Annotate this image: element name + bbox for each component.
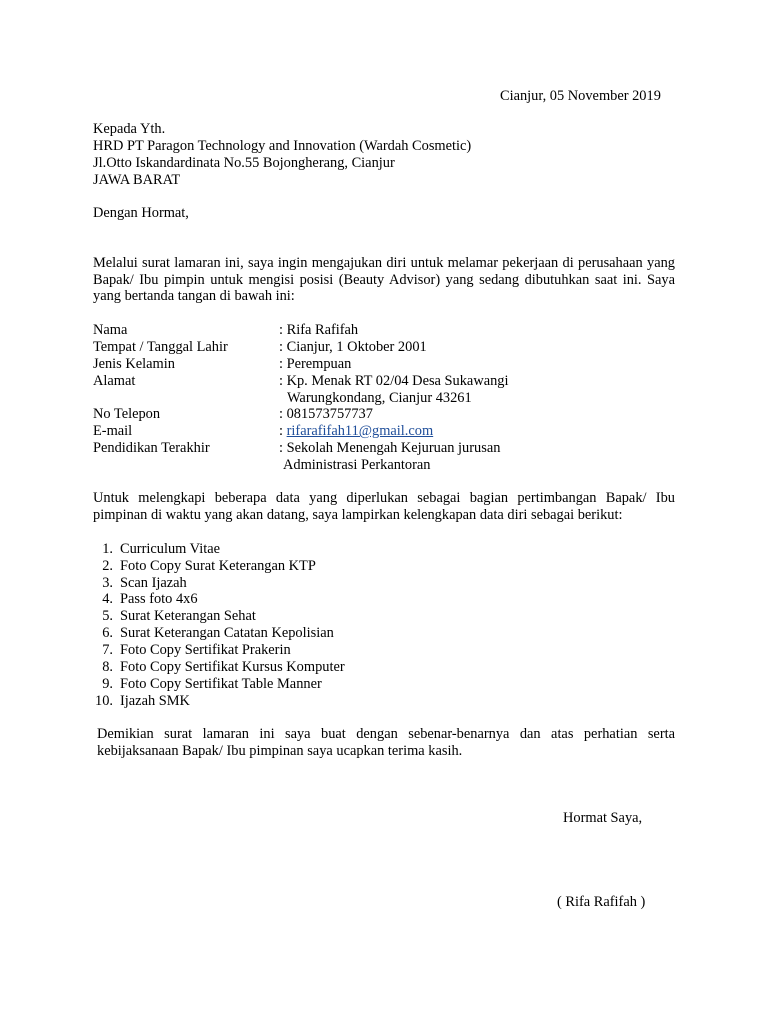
detail-value: : Cianjur, 1 Oktober 2001: [279, 339, 427, 355]
detail-label: Alamat: [93, 373, 136, 389]
detail-value: : Perempuan: [279, 356, 352, 372]
detail-value: : Sekolah Menengah Kejuruan jurusan: [279, 440, 501, 456]
detail-row-email: [93, 423, 693, 440]
closing-paragraph: Demikian surat lamaran ini saya buat dengan sebenar-benarnya dan atas perhatian serta kebijaksanaan Bapak/ Ibu pimpinan saya ucapkan terima kasih.: [97, 726, 675, 759]
detail-value: Warungkondang, Cianjur 43261: [287, 390, 472, 406]
email-link[interactable]: rifarafifah11@gmail.com: [286, 423, 434, 439]
detail-value: : Rifa Rafifah: [279, 322, 359, 338]
salutation: Dengan Hormat,: [93, 205, 189, 221]
detail-value: Administrasi Perkantoran: [283, 457, 431, 473]
detail-row-pendidikan-cont: [93, 457, 693, 474]
detail-row-telepon: [93, 406, 693, 423]
detail-label: Pendidikan Terakhir: [93, 440, 210, 456]
letter-page: Cianjur, 05 November 2019 Kepada Yth. HRD PT Paragon Technology and Innovation (Wardah Cosmetic) Jl.Otto Iskandardinata No.55 Bojongherang, Cianjur JAWA BARAT Dengan Hormat, Melalui surat lamaran ini, saya ingin mengajukan diri untuk melamar pekerjaan di perusahaan yang Bapak/ Ibu pimpin untuk mengisi posisi (Beauty Advisor) yang sedang dibutuhkan saat ini. Saya yang bertanda tangan di bawah ini: Nama : Rifa Rafifah Tempat / Tanggal Lahir : Cianjur, 1 Oktober 2001 Jenis Kelamin : Perempuan Alamat : Kp. Menak RT 02/04 Desa Sukawangi Warungkondang, Cianjur 43261 No Telepon : 081573757737 E-mail : rifarafifah11@gmail.com Pendidikan Terakhir : Sekolah Menengah Kejuruan jurusan Administrasi Perkantoran Untuk melengkapi beberapa data yang diperlukan sebagai bagian pertimbangan Bapak/ Ibu pimpinan di waktu yang akan datang, saya lampirkan kelengkapan data diri sebagai berikut: 1. Curriculum Vitae 2. Foto Copy Surat Keterangan KTP 3. Scan Ijazah 4. Pass foto 4x6 5. Surat Keterangan Sehat 6. Surat Keterangan Catatan Kepolisian 7. Foto Copy Sertifikat Prakerin 8. Foto Copy Sertifikat Kursus Komputer 9. Foto Copy Sertifikat Table Manner 10. Ijazah SMK Demikian surat lamaran ini saya buat dengan sebenar-benarnya dan atas perhatian serta kebijaksanaan Bapak/ Ibu pimpinan saya ucapkan terima kasih. Hormat Saya, ( Rifa Rafifah ): [0, 0, 768, 1024]
intro-paragraph: Melalui surat lamaran ini, saya ingin mengajukan diri untuk melamar pekerjaan di perusahaan yang Bapak/ Ibu pimpin untuk mengisi posisi (Beauty Advisor) yang sedang dibutuhkan saat ini. Saya yang bertanda tangan di bawah ini:: [93, 255, 675, 305]
letter-date: Cianjur, 05 November 2019: [500, 88, 661, 104]
detail-label: Nama: [93, 322, 128, 338]
recipient-line: JAWA BARAT: [93, 172, 181, 188]
detail-row-pendidikan: [93, 440, 693, 457]
detail-row-nama: [93, 322, 693, 339]
regards: Hormat Saya,: [563, 810, 643, 826]
detail-value: : 081573757737: [279, 406, 373, 422]
recipient-line: Kepada Yth.: [93, 121, 166, 137]
recipient-line: Jl.Otto Iskandardinata No.55 Bojongherang, Cianjur: [93, 155, 395, 171]
detail-row-alamat: [93, 373, 693, 390]
detail-label: No Telepon: [93, 406, 161, 422]
detail-value: [279, 423, 433, 440]
email-colon: :: [279, 423, 283, 439]
detail-row-jenis-kelamin: [93, 356, 693, 373]
detail-row-ttl: [93, 339, 693, 356]
signature-name: ( Rifa Rafifah ): [557, 894, 646, 910]
detail-value: : Kp. Menak RT 02/04 Desa Sukawangi: [279, 373, 509, 389]
recipient-line: HRD PT Paragon Technology and Innovation (Wardah Cosmetic): [93, 138, 472, 154]
attachments-intro: Untuk melengkapi beberapa data yang diperlukan sebagai bagian pertimbangan Bapak/ Ibu pimpinan di waktu yang akan datang, saya lampirkan kelengkapan data diri sebagai berikut:: [93, 490, 675, 523]
detail-label: Jenis Kelamin: [93, 356, 175, 372]
detail-row-alamat-cont: [93, 390, 693, 407]
detail-label: Tempat / Tanggal Lahir: [93, 339, 228, 355]
detail-label: E-mail: [93, 423, 133, 439]
